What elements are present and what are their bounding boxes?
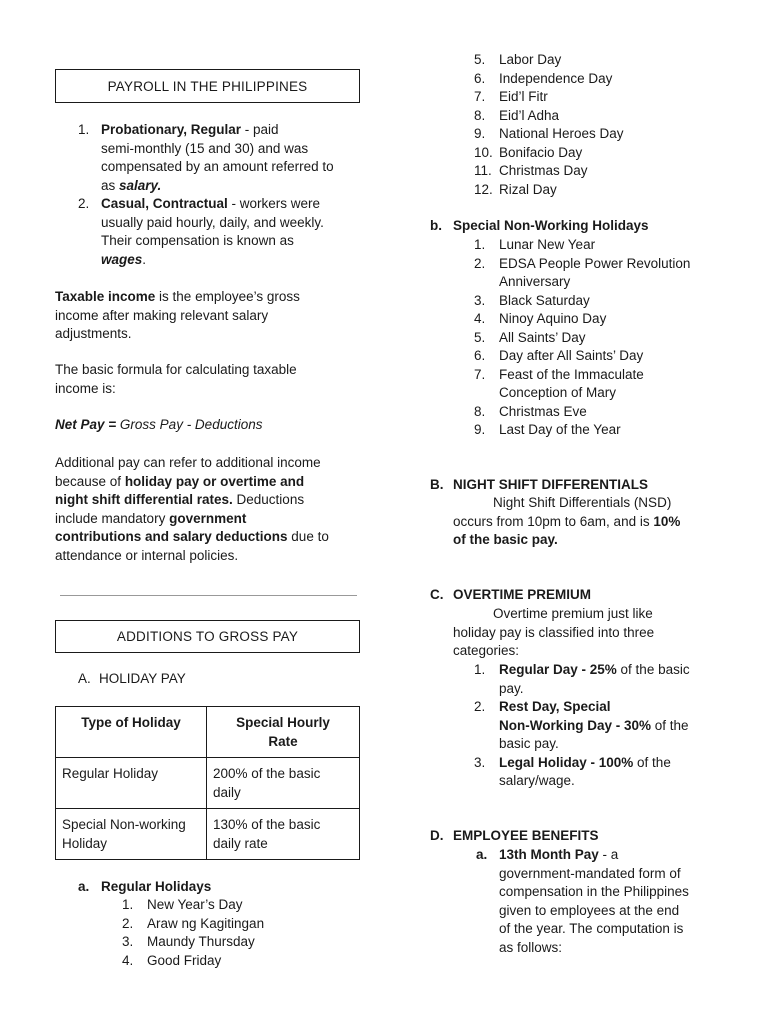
section-letter: A. xyxy=(78,671,91,686)
list-item: 4. Good Friday xyxy=(122,952,222,968)
overtime-list xyxy=(474,661,729,791)
sub-heading: Special Non-Working Holidays xyxy=(453,218,649,233)
formula-rhs: Gross Pay - Deductions xyxy=(116,417,263,432)
paragraph-bold: holiday pay or overtime and xyxy=(124,473,305,489)
table-header-row xyxy=(56,707,360,758)
special-holidays-list xyxy=(474,236,691,440)
list-item: 8. Eid’l Adha xyxy=(474,107,560,123)
paragraph-text: compensation in the Philippines xyxy=(499,884,689,899)
paragraph-text: The basic formula for calculating taxable xyxy=(55,362,297,377)
paragraph-text: holiday pay is classified into three xyxy=(453,624,655,640)
list-number: 1. xyxy=(78,122,90,137)
paragraph-text: Night Shift Differentials (NSD) xyxy=(493,495,672,510)
employee-type-2 xyxy=(78,195,368,269)
sub-letter: b. xyxy=(430,218,442,233)
sub-heading: 13th Month Pay xyxy=(499,847,599,862)
table-cell: 200% of the basic daily xyxy=(207,758,360,809)
holiday-rate-table xyxy=(55,706,360,860)
paragraph-text: Deductions xyxy=(232,492,305,507)
formula-intro xyxy=(55,361,355,398)
section-divider xyxy=(60,595,357,596)
list-item: 5. Labor Day xyxy=(474,52,562,67)
overtime-paragraph xyxy=(453,605,753,661)
list-item: 7. Eid’l Fitr xyxy=(474,89,548,104)
paragraph-text: due to xyxy=(287,529,329,544)
benefits-heading xyxy=(430,827,599,846)
section-title: ADDITIONS TO GROSS PAY xyxy=(116,629,299,644)
list-item: 2. EDSA People Power Revolution Anniversary xyxy=(474,255,691,289)
table-cell: Regular Holiday xyxy=(56,758,207,809)
list-item: 9. National Heroes Day xyxy=(474,126,624,141)
list-item: 1. Lunar New Year xyxy=(474,237,596,252)
paragraph-bold: 10% xyxy=(653,513,681,529)
list-item: 5. All Saints’ Day xyxy=(474,329,586,345)
list-number: 2. xyxy=(78,196,90,211)
employee-type-text: Their compensation is known as xyxy=(101,233,294,248)
paragraph-text: adjustments. xyxy=(55,326,132,341)
holiday-pay-heading xyxy=(78,670,186,689)
employee-type-text: semi-monthly (15 and 30) and was xyxy=(101,140,309,156)
list-item: 2. Rest Day, Special Non-Working Day - 30% of the basic pay. xyxy=(474,699,689,751)
thirteenth-month-pay xyxy=(476,846,726,957)
list-item: 10. Bonifacio Day xyxy=(474,144,583,160)
employee-type-text: compensated by an amount referred to xyxy=(101,159,334,174)
page-title: PAYROLL IN THE PHILIPPINES xyxy=(107,78,308,94)
salary-term: salary. xyxy=(119,177,162,193)
section-heading-text: NIGHT SHIFT DIFFERENTIALS xyxy=(453,477,648,492)
employee-type-label: Probationary, Regular xyxy=(101,122,242,137)
sub-letter: a. xyxy=(78,879,90,894)
title-box xyxy=(55,69,360,103)
table-cell: Special Non-working Holiday xyxy=(56,809,207,860)
paragraph-bold: government xyxy=(169,510,247,526)
paragraph-text: include mandatory xyxy=(55,510,170,526)
table-row xyxy=(56,809,360,860)
table-header-cell: Special Hourly Rate xyxy=(207,707,360,758)
formula-lhs: Net Pay = xyxy=(55,417,117,432)
paragraph-text: occurs from 10pm to 6am, and is xyxy=(453,513,654,529)
employee-type-1 xyxy=(78,121,368,195)
net-pay-formula xyxy=(55,416,355,435)
list-item: 2. Araw ng Kagitingan xyxy=(122,915,265,931)
sub-heading: Regular Holidays xyxy=(101,879,212,894)
paragraph-text: Additional pay can refer to additional income xyxy=(55,455,321,470)
list-item: 6. Day after All Saints’ Day xyxy=(474,348,644,363)
table-cell: 130% of the basic daily rate xyxy=(207,809,360,860)
regular-holidays-heading xyxy=(78,878,211,897)
table-header-cell: Type of Holiday xyxy=(56,707,207,758)
regular-holidays-list-right xyxy=(474,51,624,199)
section-letter: C. xyxy=(430,587,444,602)
additions-box xyxy=(55,620,360,653)
list-item: 3. Maundy Thursday xyxy=(122,934,255,949)
additional-pay-paragraph xyxy=(55,454,360,565)
list-item: 12. Rizal Day xyxy=(474,181,557,197)
paragraph-text: because of xyxy=(55,473,125,489)
paragraph-text: - a xyxy=(598,847,619,862)
list-item: 1. New Year’s Day xyxy=(122,897,243,912)
list-item: 7. Feast of the Immaculate Conception of Mary xyxy=(474,366,644,400)
punctuation: . xyxy=(142,251,147,267)
paragraph-text: categories: xyxy=(453,643,520,658)
employee-type-text: usually paid hourly, daily, and weekly. xyxy=(101,214,324,230)
night-shift-heading xyxy=(430,476,648,495)
regular-holidays-list-left xyxy=(122,896,265,970)
overtime-heading xyxy=(430,586,591,605)
night-shift-paragraph xyxy=(453,494,753,550)
list-item: 8. Christmas Eve xyxy=(474,403,587,419)
wages-term: wages xyxy=(101,251,143,267)
list-item: 11. Christmas Day xyxy=(474,163,588,178)
list-item: 4. Ninoy Aquino Day xyxy=(474,311,607,326)
paragraph-text: attendance or internal policies. xyxy=(55,547,239,563)
paragraph-text: as follows: xyxy=(499,939,563,955)
sub-letter: a. xyxy=(476,847,488,862)
paragraph-bold: night shift differential rates. xyxy=(55,492,233,507)
special-holidays-heading xyxy=(430,217,649,236)
employee-type-text: - workers were xyxy=(227,196,321,211)
employee-type-text: - paid xyxy=(241,122,279,137)
paragraph-text: government-mandated form of xyxy=(499,865,681,881)
section-heading-text: OVERTIME PREMIUM xyxy=(453,587,592,602)
employee-type-text: as xyxy=(101,177,120,193)
section-heading-text: HOLIDAY PAY xyxy=(99,671,186,686)
list-item: 3. Legal Holiday - 100% of the salary/wage. xyxy=(474,754,671,788)
section-letter: B. xyxy=(430,477,444,492)
list-item: 9. Last Day of the Year xyxy=(474,422,621,437)
paragraph-text: given to employees at the end xyxy=(499,902,680,918)
taxable-income-paragraph xyxy=(55,288,355,344)
list-item: 3. Black Saturday xyxy=(474,292,590,308)
paragraph-bold: contributions and salary deductions xyxy=(55,529,288,544)
list-item: 1. Regular Day - 25% of the basic pay. xyxy=(474,662,690,696)
paragraph-text: of the year. The computation is xyxy=(499,921,684,936)
paragraph-text: income after making relevant salary xyxy=(55,307,269,323)
paragraph-text: Overtime premium just like xyxy=(493,606,653,621)
table-row xyxy=(56,758,360,809)
taxable-income-term: Taxable income xyxy=(55,289,156,304)
paragraph-text: income is: xyxy=(55,380,116,396)
paragraph-text: is the employee’s gross xyxy=(155,289,300,304)
section-heading-text: EMPLOYEE BENEFITS xyxy=(453,828,599,843)
list-item: 6. Independence Day xyxy=(474,70,613,86)
paragraph-bold: of the basic pay. xyxy=(453,532,558,547)
employee-type-label: Casual, Contractual xyxy=(101,196,228,211)
section-letter: D. xyxy=(430,828,444,843)
